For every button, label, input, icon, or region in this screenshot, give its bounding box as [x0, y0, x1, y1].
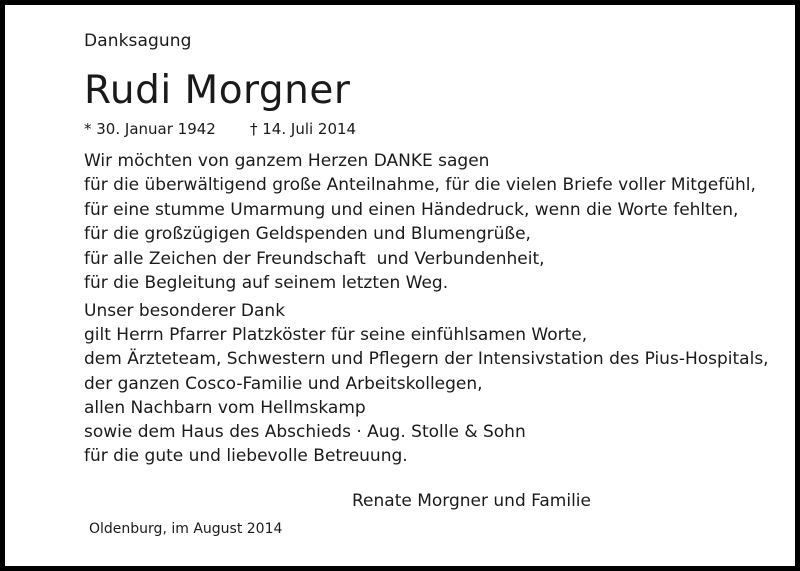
special-thanks-paragraph [84, 299, 769, 468]
special-thanks-line: dem Ärzteteam, Schwestern und Pflegern der Intensivstation des Pius-Hospitals, [84, 349, 769, 370]
death-date: † 14. Juli 2014 [250, 120, 357, 138]
special-thanks-line: allen Nachbarn vom Hellmskamp [84, 397, 366, 418]
thanks-line: Wir möchten von ganzem Herzen DANKE sagen [84, 151, 490, 171]
thanks-line: für die überwältigend große Anteilnahme, für die vielen Briefe voller Mitgefühl, [84, 175, 756, 196]
special-thanks-line: gilt Herrn Pfarrer Platzköster für seine einfühlsamen Worte, [84, 325, 588, 346]
special-thanks-line: für die gute und liebevolle Betreuung. [84, 446, 408, 467]
family-signature: Renate Morgner und Familie [352, 491, 591, 511]
special-thanks-line: Unser besonderer Dank [84, 301, 286, 321]
special-thanks-line: der ganzen Cosco-Familie und Arbeitskollegen, [84, 373, 483, 394]
birth-date: * 30. Januar 1942 [84, 120, 216, 138]
notice-heading: Danksagung [84, 31, 192, 51]
thanks-line: für eine stumme Umarmung und einen Händedruck, wenn die Worte fehlten, [84, 199, 739, 220]
thanks-paragraph [84, 149, 756, 295]
deceased-name: Rudi Morgner [84, 68, 351, 113]
special-thanks-line: sowie dem Haus des Abschieds · Aug. Stolle & Sohn [84, 422, 526, 443]
thanks-line: für die Begleitung auf seinem letzten Weg. [84, 273, 449, 294]
thanks-line: für alle Zeichen der Freundschaft und Verbundenheit, [84, 248, 545, 269]
place-and-date: Oldenburg, im August 2014 [89, 521, 283, 537]
thanks-line: für die großzügigen Geldspenden und Blumengrüße, [84, 224, 531, 245]
